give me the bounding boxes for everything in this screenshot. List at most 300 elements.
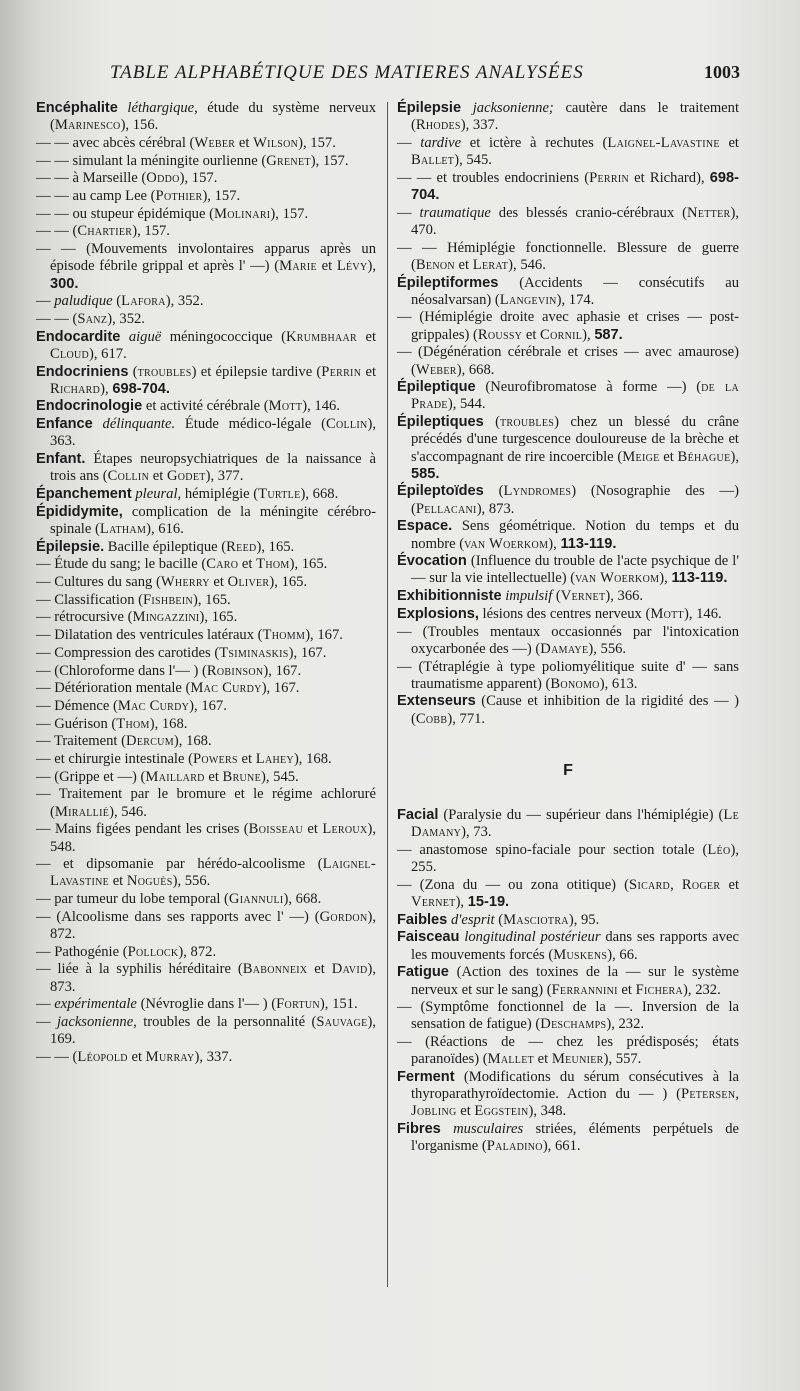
entry-text: — Mains figées pendant les crises ( (36, 821, 249, 838)
author-name: Paladino (486, 1138, 543, 1155)
index-entry (36, 153, 376, 170)
entry-text: pleural, (135, 485, 182, 502)
author-name: Netter (687, 204, 731, 221)
entry-text: — — au camp Lee ( (36, 188, 156, 205)
index-column-left (36, 100, 376, 1067)
entry-text: et activité cérébrale ( (142, 398, 269, 415)
entry-text: — — ou stupeur épidémique ( (36, 205, 214, 222)
entry-text (120, 329, 128, 345)
entry-text: et (534, 1051, 552, 1068)
entry-keyword: Explosions, (397, 605, 479, 622)
index-entry (397, 344, 739, 378)
entry-text: ), 544. (447, 396, 486, 413)
entry-text: ), 348. (528, 1103, 567, 1120)
entry-text: ), 616. (146, 520, 184, 537)
author-name: Benon (415, 256, 455, 273)
author-name: Masciotra (503, 911, 569, 928)
entry-text: ( (128, 363, 138, 380)
entry-text: ) et épilepsie tardive ( (191, 363, 322, 380)
author-name: Meige (622, 448, 660, 465)
entry-text: jacksonienne; (472, 100, 554, 116)
entry-text: ), 363. (50, 416, 376, 450)
entry-text: tardive (420, 134, 462, 151)
index-entry (397, 842, 739, 876)
entry-text: ), 366. (605, 588, 644, 605)
entry-text: — Démence ( (36, 697, 118, 714)
author-name: Marie (279, 258, 317, 275)
index-entry (397, 309, 739, 343)
page-number: 1003 (704, 62, 740, 82)
index-entry (36, 716, 376, 733)
index-entry (397, 553, 739, 587)
entry-text: et (303, 821, 323, 838)
entry-text: — — ( (36, 1048, 78, 1065)
entry-text: et (235, 134, 254, 151)
entry-text: ), 165. (256, 538, 295, 555)
entry-text: et (720, 876, 739, 893)
index-entry (397, 275, 739, 309)
author-name: Wherry (160, 573, 210, 590)
index-entry (36, 733, 376, 750)
index-entry (36, 769, 376, 786)
entry-keyword: Enfance (36, 416, 93, 433)
entry-text: ), 668. (300, 485, 339, 502)
entry-text: ), (730, 448, 739, 465)
entry-text: — (Chloroforme dans l'— ) ( (36, 662, 207, 679)
entry-text: et Richard), (629, 169, 710, 186)
section-letter-heading: F (563, 761, 573, 779)
index-entry (397, 1069, 739, 1121)
entry-text (461, 100, 473, 116)
entry-text: dans ses rapports avec les mouvements forcés ( (411, 929, 739, 963)
entry-text: (Neurofibromatose à forme —) ( (475, 379, 702, 396)
author-name: Fortun (276, 996, 320, 1013)
entry-text: — (36, 293, 55, 310)
entry-text: ), (100, 380, 113, 397)
entry-keyword: Épileptiformes (397, 274, 499, 291)
index-entry (36, 751, 376, 768)
index-entry (36, 909, 376, 943)
index-entry (36, 416, 376, 450)
entry-text: ), 168. (149, 715, 188, 732)
index-entry (397, 518, 739, 552)
entry-text: — — ( (36, 223, 78, 240)
author-name: Powers (192, 751, 238, 768)
entry-text: ), 146. (683, 605, 722, 622)
entry-text: et (109, 873, 127, 890)
author-name: Laignel-Lavastine (50, 856, 376, 890)
page-reference: 113-119. (560, 535, 617, 552)
entry-text: ), 255. (411, 841, 739, 876)
entry-text: délinquante. (102, 416, 176, 433)
author-name: Cobb (415, 710, 448, 727)
page-reference: 300. (50, 275, 79, 292)
entry-text: striées, éléments perpétuels de l'organisme ( (411, 1121, 740, 1155)
entry-text: ), 546. (508, 256, 546, 273)
entry-text: ), 661. (542, 1138, 581, 1155)
entry-text: ( (112, 293, 122, 310)
entry-text: ), 546. (109, 803, 147, 820)
column-divider (387, 102, 388, 1287)
entry-text: — et chirurgie intestinale ( (36, 751, 193, 768)
index-entry (36, 364, 376, 398)
author-name: Vernet (560, 588, 606, 605)
entry-keyword: Épileptoïdes (397, 483, 484, 500)
entry-text: ), 157. (202, 188, 241, 205)
entry-text: Bacille épileptique ( (104, 538, 227, 555)
entry-keyword: Épilepsie (397, 100, 462, 116)
entry-text: , (735, 1086, 739, 1103)
entry-text: ), 169. (50, 1014, 376, 1048)
index-entry (36, 135, 376, 152)
entry-text: — Traitement ( (36, 733, 126, 750)
entry-text: ), 545. (454, 152, 492, 169)
entry-keyword: Enfant. (36, 451, 86, 468)
entry-text: jacksonienne, (57, 1014, 137, 1031)
entry-text: — (Réactions de — chez les prédisposés; états paranoïdes) ( (397, 1034, 739, 1068)
entry-text: ), (582, 326, 595, 343)
entry-text: et (361, 363, 377, 380)
entry-text: — (397, 204, 420, 221)
entry-text: et (617, 981, 636, 998)
entry-keyword: Évocation (397, 553, 467, 570)
entry-text: ), 873. (50, 961, 376, 995)
index-entry (397, 877, 739, 911)
index-entry (397, 964, 739, 998)
entry-text: — (Troubles mentaux occasionnés par l'intoxication oxycarbonée des —) ( (397, 623, 739, 657)
entry-text: ), 617. (89, 345, 127, 362)
entry-text: — Compression des carotides ( (36, 644, 220, 661)
author-name: Laignel-Lavastine (607, 134, 720, 151)
entry-text: et (456, 1103, 475, 1120)
index-entry (36, 329, 376, 363)
author-name: Marinesco (54, 117, 121, 134)
entry-text (93, 416, 103, 432)
entry-text: — (Hémiplégie droite avec aphasie et crises — post-grippales) ( (397, 309, 739, 343)
author-name: troubles (137, 363, 192, 380)
entry-text: ), 157. (132, 223, 170, 240)
entry-text: ) (Nosographie des —) ( (411, 483, 739, 517)
entry-text: hémiplégie ( (181, 485, 259, 502)
entry-text: ), 167. (305, 627, 343, 644)
author-name: Sauvage (316, 1014, 368, 1031)
page-reference: 113-119. (671, 570, 728, 587)
entry-text: ), 157. (179, 170, 218, 187)
author-name: Vernet (411, 894, 456, 911)
entry-text: ), 167. (288, 644, 327, 661)
entry-text: — (397, 134, 421, 151)
entry-text: ), 556. (172, 873, 211, 890)
entry-text: ), 157. (270, 205, 309, 222)
author-name: Gordon (319, 908, 368, 925)
entry-text: — Détérioration mentale ( (36, 680, 191, 697)
author-name: Lyndromes (503, 483, 572, 500)
entry-text: Sens géométrique. Notion du temps et du nombre ( (411, 518, 739, 552)
author-name: Lévy (336, 258, 368, 275)
author-name: Sicard (629, 876, 671, 893)
author-name: Turtle (258, 485, 301, 502)
entry-text: ( (483, 483, 504, 500)
entry-keyword: Encéphalite (36, 100, 118, 116)
author-name: Weber (194, 134, 236, 151)
entry-text: ), 232. (683, 981, 721, 998)
entry-text: — rétrocursive ( (36, 609, 133, 626)
entry-text: ), (367, 258, 376, 275)
entry-text: — (Tétraplégie à type poliomyélitique suite d' — sans traumatisme apparent) ( (397, 658, 739, 692)
entry-text: ), 168. (293, 751, 332, 768)
entry-text: ), 157. (298, 134, 336, 151)
index-entry (36, 698, 376, 715)
author-name: van Woerkom (575, 570, 660, 587)
entry-text: des blessés cranio-cérébraux ( (490, 204, 688, 221)
index-entry (36, 996, 376, 1013)
entry-text: et (307, 961, 332, 978)
index-entry (397, 483, 739, 517)
entry-text: paludique (54, 293, 113, 310)
author-name: Eggstein (474, 1103, 529, 1120)
entry-text: ), 377. (205, 468, 244, 485)
index-entry (36, 241, 376, 293)
index-entry (36, 1014, 376, 1048)
entry-text: ), 165. (289, 556, 328, 573)
entry-text: ( (483, 414, 501, 431)
author-name: Reed (226, 538, 257, 555)
author-name: Rhodes (415, 117, 461, 134)
entry-text: ), 146. (302, 398, 340, 415)
index-entry (36, 891, 376, 908)
index-entry (397, 693, 739, 727)
entry-text: (Influence du trouble de l'acte psychique de l' — sur la vie intellectuelle) ( (411, 553, 739, 587)
entry-text: — Étude du sang; le bacille ( (36, 556, 207, 573)
entry-keyword: Épileptique (397, 379, 476, 396)
entry-keyword: Endocardite (36, 328, 121, 345)
index-section-e-continued (397, 100, 739, 728)
author-name: Maillard (145, 768, 205, 785)
author-name: Boisseau (248, 821, 304, 838)
author-name: Murray (145, 1048, 195, 1065)
entry-text: ), 352. (107, 310, 145, 327)
page-reference: 585. (411, 465, 440, 482)
author-name: Grenet (266, 152, 311, 169)
index-entry (36, 223, 376, 240)
entry-text: ), 545. (261, 768, 299, 785)
entry-text: — Pathogénie ( (36, 943, 128, 960)
index-entry (397, 624, 739, 658)
index-entry (36, 170, 376, 187)
index-entry (397, 205, 739, 239)
index-entry (397, 170, 739, 204)
entry-text: — — avec abcès cérébral ( (36, 134, 195, 151)
index-entry (36, 856, 376, 890)
entry-text: ), 165. (192, 591, 231, 608)
entry-text: ), 157. (310, 152, 349, 169)
entry-text: et (238, 556, 257, 573)
author-name: Robinson (206, 662, 264, 679)
author-name: Noguès (126, 873, 173, 890)
index-entry (36, 451, 376, 485)
entry-text: (Modifications du sérum consécutives à la thyroparathyroïdectomie. Action du — ) ( (411, 1069, 739, 1103)
entry-text: léthargique, (127, 100, 198, 116)
author-name: Léo (707, 841, 731, 858)
author-name: Perrin (589, 169, 629, 186)
entry-text: traumatique (419, 204, 491, 221)
index-entry (397, 807, 739, 841)
index-entry (36, 504, 376, 538)
entry-text: — — et troubles endocriniens ( (397, 169, 590, 186)
index-entry (36, 961, 376, 995)
author-name: Lerat (472, 256, 509, 273)
index-entry (36, 627, 376, 644)
entry-text: ), 872. (50, 908, 376, 943)
index-entry (397, 1034, 739, 1068)
index-entry (36, 574, 376, 591)
author-name: Collin (107, 468, 150, 485)
entry-text: — — simulant la méningite ourlienne ( (36, 152, 267, 169)
entry-text: (Cause et inhibition de la rigidité des — ) ( (411, 693, 739, 727)
index-entry (36, 592, 376, 609)
running-title: TABLE ALPHABÉTIQUE DES MATIERES ANALYSÉES (110, 62, 584, 83)
entry-text: et (127, 1048, 146, 1065)
page-reference: 698-704. (112, 380, 170, 397)
author-name: Perrin (321, 363, 362, 380)
author-name: troubles (500, 414, 555, 431)
entry-text: ), 168. (173, 733, 212, 750)
author-name: Lahey (255, 751, 294, 768)
author-name: Léopold (77, 1048, 128, 1065)
entry-text: — Guérison ( (36, 715, 117, 732)
entry-text: ), 73. (461, 824, 492, 841)
entry-keyword: Épididymite, (36, 503, 123, 520)
author-name: Béhague (677, 448, 731, 465)
index-entry (36, 206, 376, 223)
author-name: Chartier (77, 223, 133, 240)
entry-keyword: Endocriniens (36, 363, 129, 380)
entry-text: , (670, 876, 682, 893)
entry-text: ), 873. (476, 500, 515, 517)
author-name: Weber (415, 361, 457, 378)
entry-text: ( (552, 588, 561, 605)
index-entry (36, 293, 376, 310)
entry-text: longitudinal postérieur (464, 929, 601, 946)
index-column-right (397, 100, 739, 1156)
entry-keyword: Exhibitionniste (397, 588, 502, 605)
index-entry (36, 663, 376, 680)
entry-text: ), 165. (199, 609, 238, 626)
running-head (110, 62, 740, 86)
entry-text: ), 352. (165, 293, 204, 310)
entry-text: ( (494, 911, 504, 928)
entry-text: complication de la méningite cérébro-spinale ( (50, 503, 376, 537)
index-entry (397, 379, 739, 413)
author-name: Roussy (477, 326, 523, 343)
entry-text: (Paralysie du — supérieur dans l'hémiplégie) ( (438, 807, 724, 824)
entry-text: expérimentale (54, 996, 137, 1013)
entry-text: Étude médico-légale ( (175, 416, 326, 433)
entry-text: et ictère à rechutes ( (461, 134, 608, 151)
entry-text: d'esprit (450, 911, 495, 928)
entry-text: aiguë (128, 328, 162, 345)
author-name: Wilson (253, 134, 299, 151)
author-name: Pellacani (415, 500, 477, 517)
entry-text: — — à Marseille ( (36, 170, 147, 187)
author-name: Krumbhaar (285, 328, 357, 345)
author-name: Mac Curdy (117, 697, 190, 714)
entry-text: — — (Mouvements involontaires apparus après un épisode fébrile grippal et après l' —) ( (36, 241, 376, 275)
index-entry (36, 680, 376, 697)
entry-text: — par tumeur du lobe temporal ( (36, 891, 229, 908)
entry-text: et (204, 768, 223, 785)
author-name: Mingazzini (132, 609, 200, 626)
index-entry (36, 1049, 376, 1066)
entry-text: — — Hémiplégie fonctionnelle. Blessure de guerre ( (397, 239, 739, 273)
author-name: Dercum (126, 733, 174, 750)
author-name: Muskens (553, 946, 608, 963)
author-name: Damaye (540, 640, 589, 657)
author-name: Giannuli (228, 891, 284, 908)
entry-text: ), 165. (269, 573, 308, 590)
entry-text: lésions des centres nerveux ( (478, 605, 651, 622)
index-entry (397, 414, 739, 483)
entry-text: ) chez un blessé du crâne précédés d'une turgescence douloureuse de la brèche et s'accompagnant de rire incoercible ( (411, 414, 739, 465)
author-name: Bonomo (550, 675, 600, 692)
entry-keyword: Fatigue (397, 964, 449, 981)
author-name: Lafora (121, 293, 166, 310)
entry-text: ), 167. (263, 662, 302, 679)
entry-text: musculaires (453, 1121, 524, 1138)
entry-text: ), 548. (50, 821, 376, 855)
index-entry (36, 944, 376, 961)
entry-text (441, 1121, 453, 1137)
entry-text: ), (548, 535, 561, 552)
index-entry (397, 606, 739, 623)
author-name: Pothier (155, 188, 203, 205)
author-name: Thomm (262, 627, 306, 644)
entry-text: et (149, 468, 167, 485)
author-name: Ferrannini (551, 981, 618, 998)
entry-text: — (Symptôme fonctionnel de la —. Inversion de la sensation de fatigue) ( (397, 999, 739, 1033)
entry-text: ), 174. (556, 291, 595, 308)
entry-keyword: Extenseurs (397, 693, 476, 710)
index-entry (397, 588, 739, 605)
index-entry (36, 645, 376, 662)
entry-text: (Névroglie dans l'— ) ( (136, 996, 277, 1013)
author-name: Caro (206, 556, 239, 573)
author-name: Sanz (77, 310, 108, 327)
entry-keyword: Fibres (397, 1121, 441, 1138)
entry-text: ), 167. (261, 680, 300, 697)
entry-text: — (Zona du — ou zona otitique) ( (397, 876, 630, 893)
index-entry (36, 821, 376, 855)
entry-text: (Accidents — consécutifs au néosalvarsan) ( (411, 274, 739, 308)
entry-text: ), 337. (194, 1048, 233, 1065)
author-name: Latham (99, 520, 147, 537)
entry-text: ), 771. (447, 710, 486, 727)
entry-text: ), 95. (568, 911, 600, 928)
author-name: Petersen (680, 1086, 736, 1103)
index-entry (397, 135, 739, 169)
entry-text: — Classification ( (36, 591, 144, 608)
index-entry (36, 398, 376, 415)
index-entry (397, 929, 739, 963)
author-name: Le Damany (411, 807, 739, 841)
entry-text: — (Dégénération cérébrale et crises — avec amaurose) ( (397, 344, 739, 378)
author-name: Babonneix (242, 961, 308, 978)
entry-keyword: Faisceau (397, 929, 460, 946)
index-entry (36, 556, 376, 573)
entry-text: impulsif (505, 588, 553, 605)
index-entry (36, 786, 376, 820)
page-reference: 15-19. (467, 894, 510, 911)
